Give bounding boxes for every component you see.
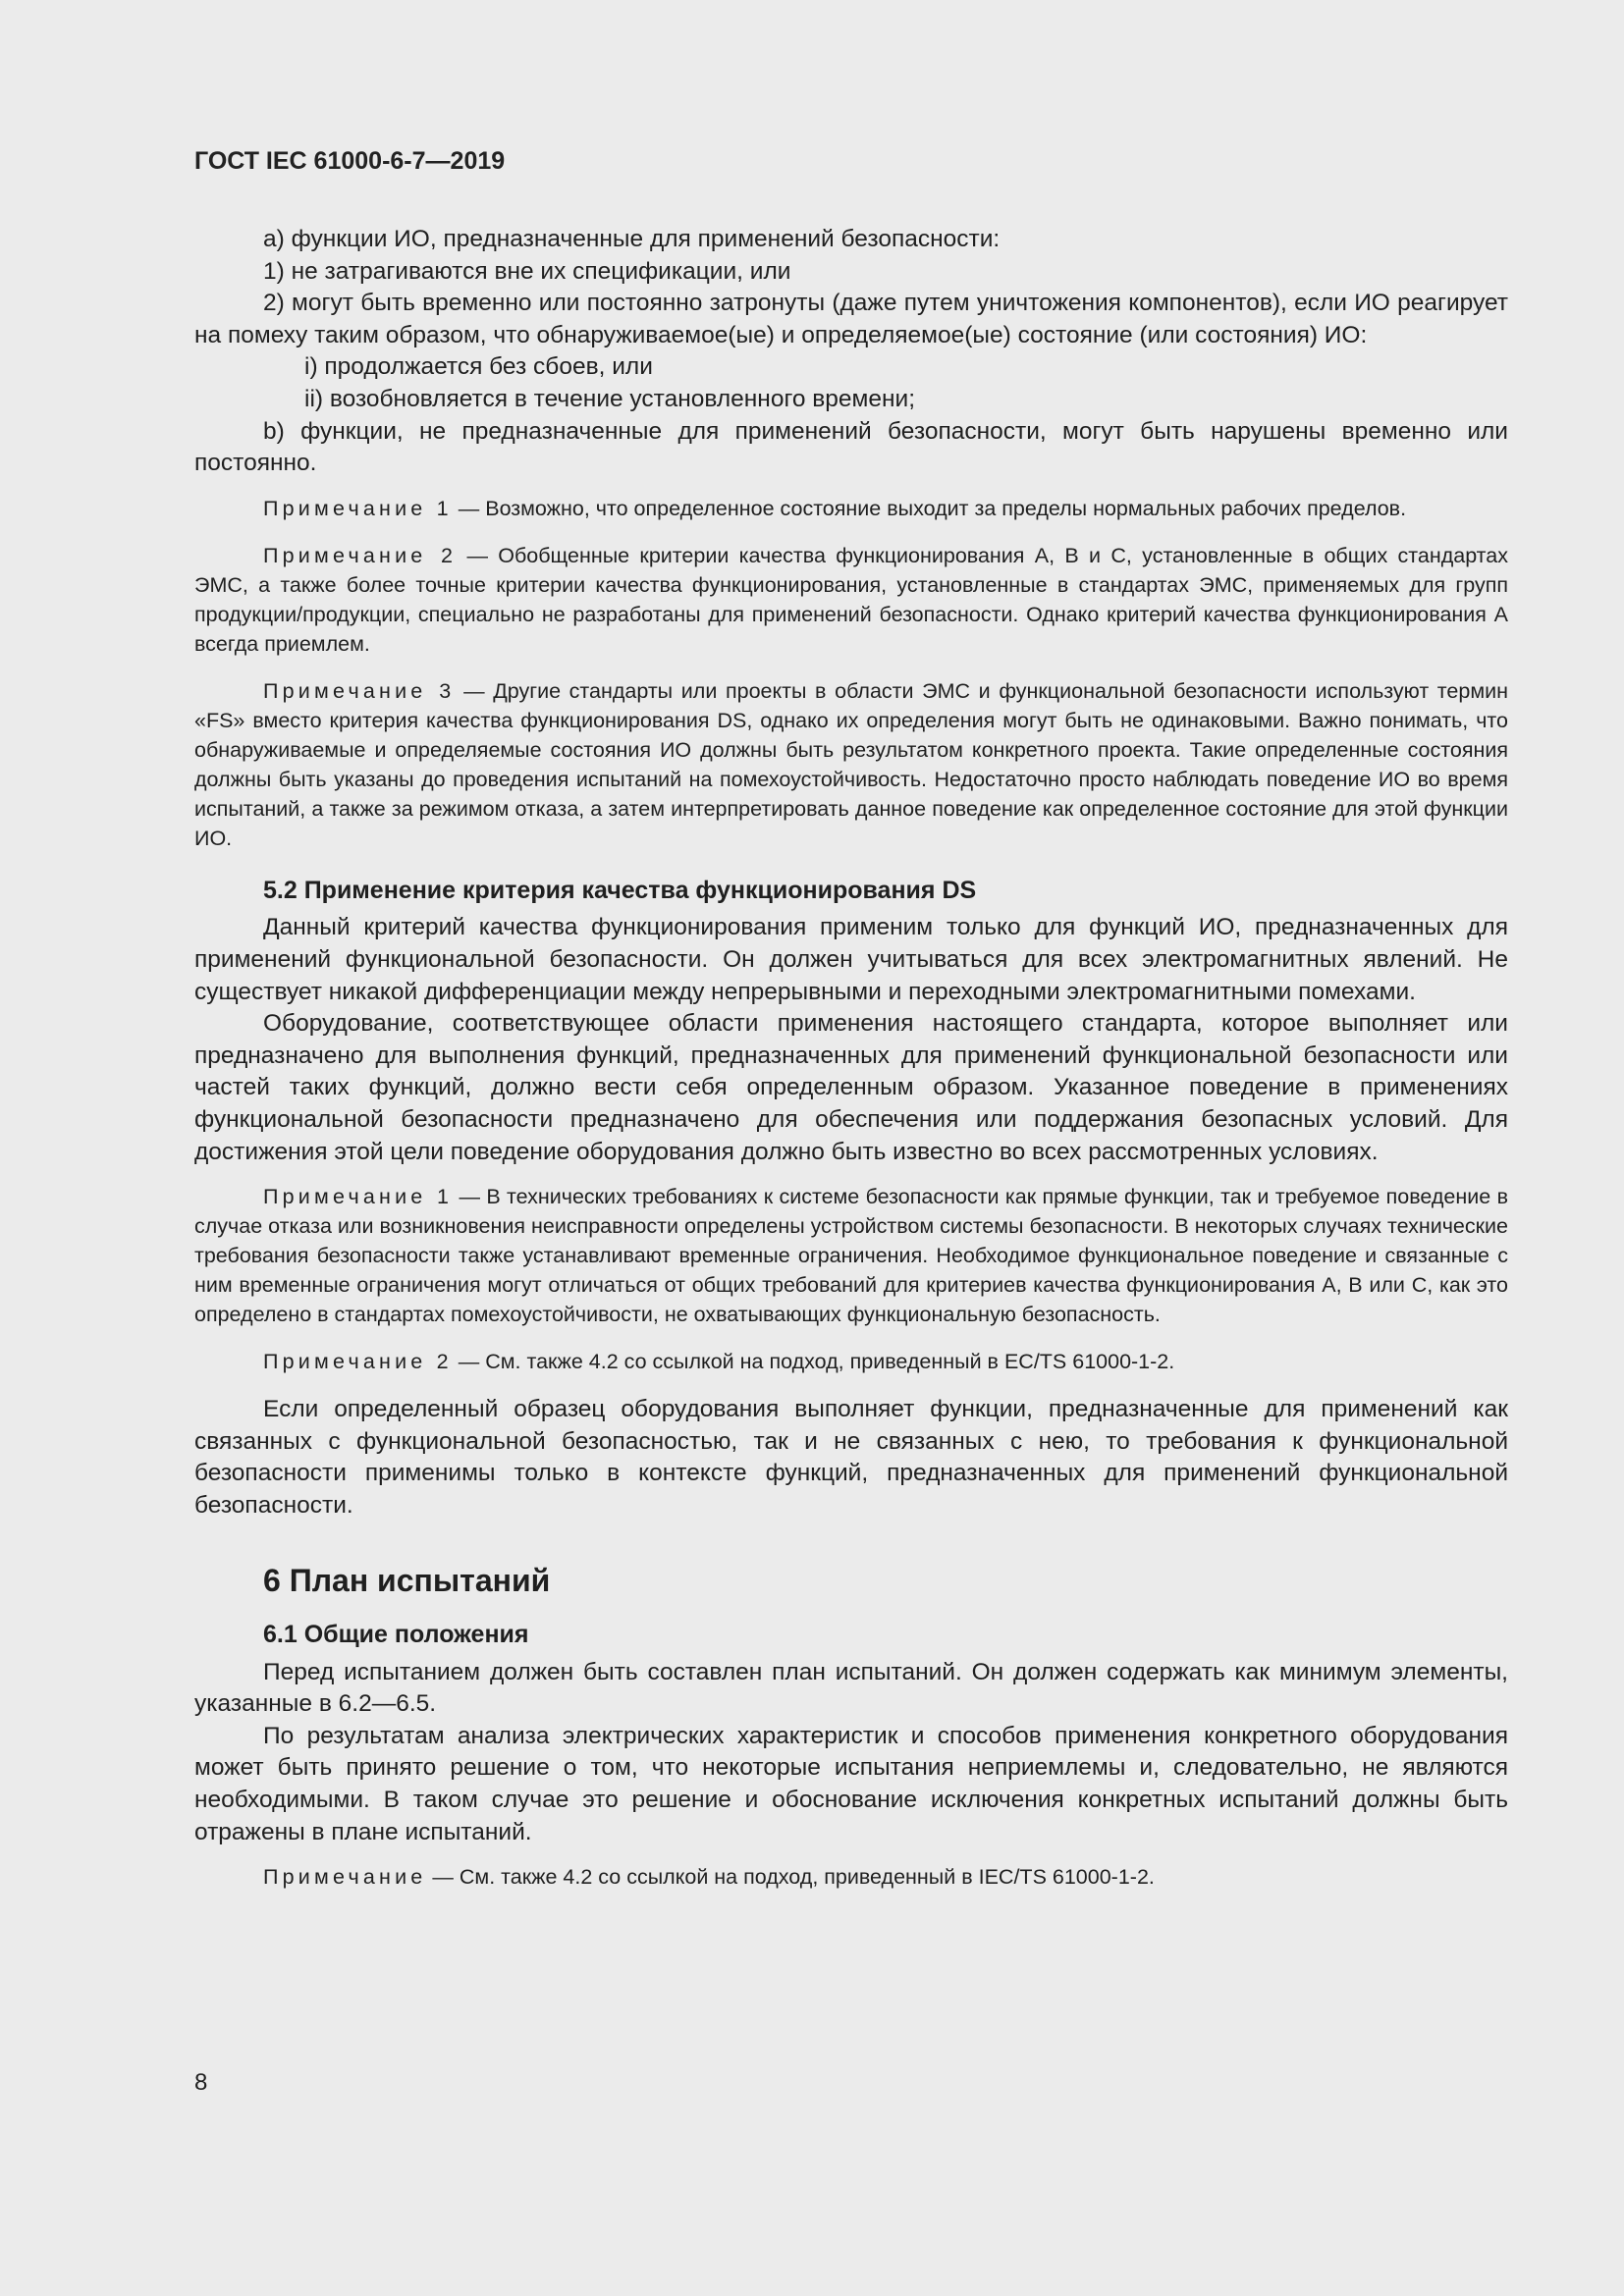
note-text: — Другие стандарты или проекты в области ЭМС и функциональной безопасности используют термин «FS» вместо критерия качества функционирования DS, однако их определения могут быть не одинаковыми. Важно понимать, что обнаруживаемые и определяемые состояния ИО должны быть результатом конкретного проекта. Такие определенные состояния должны быть указаны до проведения испытаний на помехоустойчивость. Недостаточно просто наблюдать поведение ИО во время испытаний, а также за режимом отказа, а затем интерпретировать данное поведение как определенное состояние для этой функции ИО. bbox=[194, 678, 1508, 850]
note-label: Примечание 1 bbox=[263, 1185, 454, 1209]
section-heading-6-1: 6.1 Общие положения bbox=[263, 1621, 529, 1649]
note-6-1 bbox=[194, 1862, 1508, 1892]
list-item-a: а) функции ИО, предназначенные для применений безопасности: bbox=[263, 226, 1001, 252]
paragraph: По результатам анализа электрических характеристик и способов применения конкретного оборудования может быть принято решение о том, что некоторые испытания неприемлемы и, следовательно, не являются необходимыми. В таком случае это решение и обоснование исключения конкретных испытаний должны быть отражены в плане испытаний. bbox=[194, 1722, 1508, 1845]
note-5-2-2 bbox=[194, 1347, 1508, 1376]
document-header: ГОСТ IEC 61000-6-7—2019 bbox=[194, 147, 506, 175]
list-item-i: i) продолжается без сбоев, или bbox=[304, 353, 653, 381]
note-label: Примечание 1 bbox=[263, 496, 453, 520]
note-label: Примечание bbox=[263, 1865, 427, 1890]
page-number: 8 bbox=[194, 2069, 208, 2096]
note-text: — В технических требованиях к системе безопасности как прямые функции, так и требуемое поведение в случае отказа или возникновения неисправности определены устройством системы безопасности. В некоторых случаях технические требования безопасности также устанавливают временные ограничения. Необходимое функциональное поведение и связанные с ним временные ограничения могут отличаться от общих требований для критериев качества функционирования A, B или C, как это определено в стандартах помехоустойчивости, не охватывающих функциональную безопасность. bbox=[194, 1185, 1508, 1327]
note-2 bbox=[194, 541, 1508, 659]
paragraph: Данный критерий качества функционирования применим только для функций ИО, предназначенных для применений функциональной безопасности. Он должен учитываться для всех электромагнитных явлений. Не существует никакой дифференциации между непрерывными и переходными электромагнитными помехами. bbox=[194, 914, 1508, 1005]
paragraph: Оборудование, соответствующее области применения настоящего стандарта, которое выполняет или предназначено для выполнения функций, предназначенных для применений функциональной безопасности или частей таких функций, должно вести себя определенным образом. Указанное поведение в применениях функциональной безопасности предназначено для обеспечения или поддержания безопасных условий. Для достижения этой цели поведение оборудования должно быть известно во всех рассмотренных условиях. bbox=[194, 1010, 1508, 1165]
note-label: Примечание 3 bbox=[263, 678, 456, 703]
note-3 bbox=[194, 676, 1508, 853]
note-label: Примечание 2 bbox=[263, 1350, 453, 1374]
list-item-a1: 1) не затрагиваются вне их спецификации, или bbox=[263, 257, 791, 285]
list-item-b: b) функции, не предназначенные для применений безопасности, могут быть нарушены временно или постоянно. bbox=[194, 417, 1508, 477]
list-item-a2: 2) могут быть временно или постоянно затронуты (даже путем уничтожения компонентов), если ИО реагирует на помеху таким образом, что обнаруживаемое(ые) и определяемое(ые) состояние (или состояния) ИО: bbox=[194, 290, 1508, 348]
note-text: — Возможно, что определенное состояние выходит за пределы нормальных рабочих пределов. bbox=[452, 496, 1407, 520]
note-text: — См. также 4.2 со ссылкой на подход, приведенный в EC/TS 61000-1-2. bbox=[452, 1350, 1175, 1374]
document-body bbox=[194, 224, 1508, 1892]
paragraph: Перед испытанием должен быть составлен план испытаний. Он должен содержать как минимум элементы, указанные в 6.2—6.5. bbox=[194, 1658, 1508, 1718]
note-5-2-1 bbox=[194, 1182, 1508, 1329]
section-heading-6: 6 План испытаний bbox=[263, 1563, 551, 1599]
note-1 bbox=[194, 494, 1508, 523]
paragraph: Если определенный образец оборудования выполняет функции, предназначенные для применений как связанных с функциональной безопасностью, так и не связанных с нею, то требования к функциональной безопасности применимы только в контексте функций, предназначенных для применений функциональной безопасности. bbox=[194, 1396, 1508, 1519]
note-text: — Обобщенные критерии качества функционирования A, B и C, установленные в общих стандартах ЭМС, а также более точные критерии качества функционирования, установленные в стандартах ЭМС, применяемых для групп продукции/продукции, специально не разработаны для применений безопасности. Однако критерий качества функционирования A всегда приемлем. bbox=[194, 543, 1508, 656]
note-label: Примечание 2 bbox=[263, 543, 458, 567]
list-item-ii: ii) возобновляется в течение установленного времени; bbox=[304, 385, 916, 412]
section-heading-5-2: 5.2 Применение критерия качества функционирования DS bbox=[263, 876, 977, 904]
note-text: — См. также 4.2 со ссылкой на подход, приведенный в IEC/TS 61000-1-2. bbox=[426, 1865, 1155, 1890]
